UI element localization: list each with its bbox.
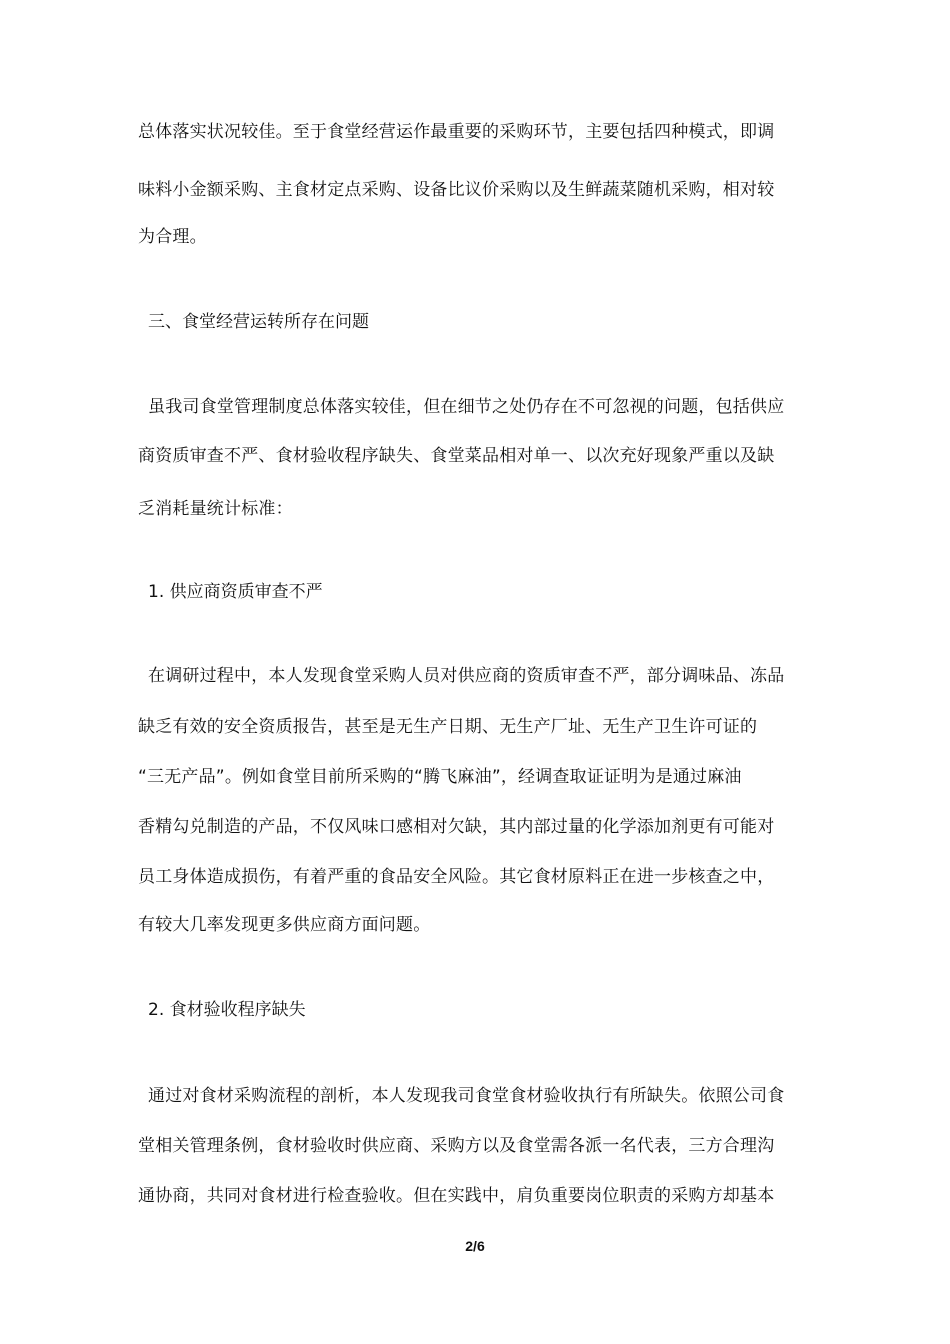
text-line: 总体落实状况较佳。至于食堂经营运作最重要的采购环节，主要包括四种模式，即调 <box>138 122 775 142</box>
text-line: 虽我司食堂管理制度总体落实较佳，但在细节之处仍存在不可忽视的问题，包括供应 <box>148 397 785 417</box>
text-line: 在调研过程中，本人发现食堂采购人员对供应商的资质审查不严，部分调味品、冻品 <box>148 666 785 686</box>
text-line: 有较大几率发现更多供应商方面问题。 <box>138 915 431 935</box>
text-line: “三无产品”。例如食堂目前所采购的“腾飞麻油”，经调查取证证明为是通过麻油 <box>138 767 742 787</box>
text-line: 通协商，共同对食材进行检查验收。但在实践中，肩负重要岗位职责的采购方却基本 <box>138 1186 775 1206</box>
section-heading: 三、食堂经营运转所存在问题 <box>148 312 369 332</box>
text-line: 缺乏有效的安全资质报告，甚至是无生产日期、无生产厂址、无生产卫生许可证的 <box>138 717 758 737</box>
subsection-heading: 1. 供应商资质审查不严 <box>148 582 323 602</box>
text-line: 为合理。 <box>138 227 207 247</box>
subsection-heading: 2. 食材验收程序缺失 <box>148 1000 306 1020</box>
text-line: 商资质审查不严、食材验收程序缺失、食堂菜品相对单一、以次充好现象严重以及缺 <box>138 446 775 466</box>
text-line: 员工身体造成损伤，有着严重的食品安全风险。其它食材原料正在进一步核查之中， <box>138 867 775 887</box>
text-line: 味料小金额采购、主食材定点采购、设备比议价采购以及生鲜蔬菜随机采购，相对较 <box>138 180 775 200</box>
text-line: 堂相关管理条例，食材验收时供应商、采购方以及食堂需各派一名代表，三方合理沟 <box>138 1136 775 1156</box>
text-line: 香精勾兑制造的产品，不仅风味口感相对欠缺，其内部过量的化学添加剂更有可能对 <box>138 817 775 837</box>
text-line: 通过对食材采购流程的剖析，本人发现我司食堂食材验收执行有所缺失。依照公司食 <box>148 1086 785 1106</box>
page-number: 2/6 <box>465 1238 485 1254</box>
text-line: 乏消耗量统计标准： <box>138 499 293 519</box>
